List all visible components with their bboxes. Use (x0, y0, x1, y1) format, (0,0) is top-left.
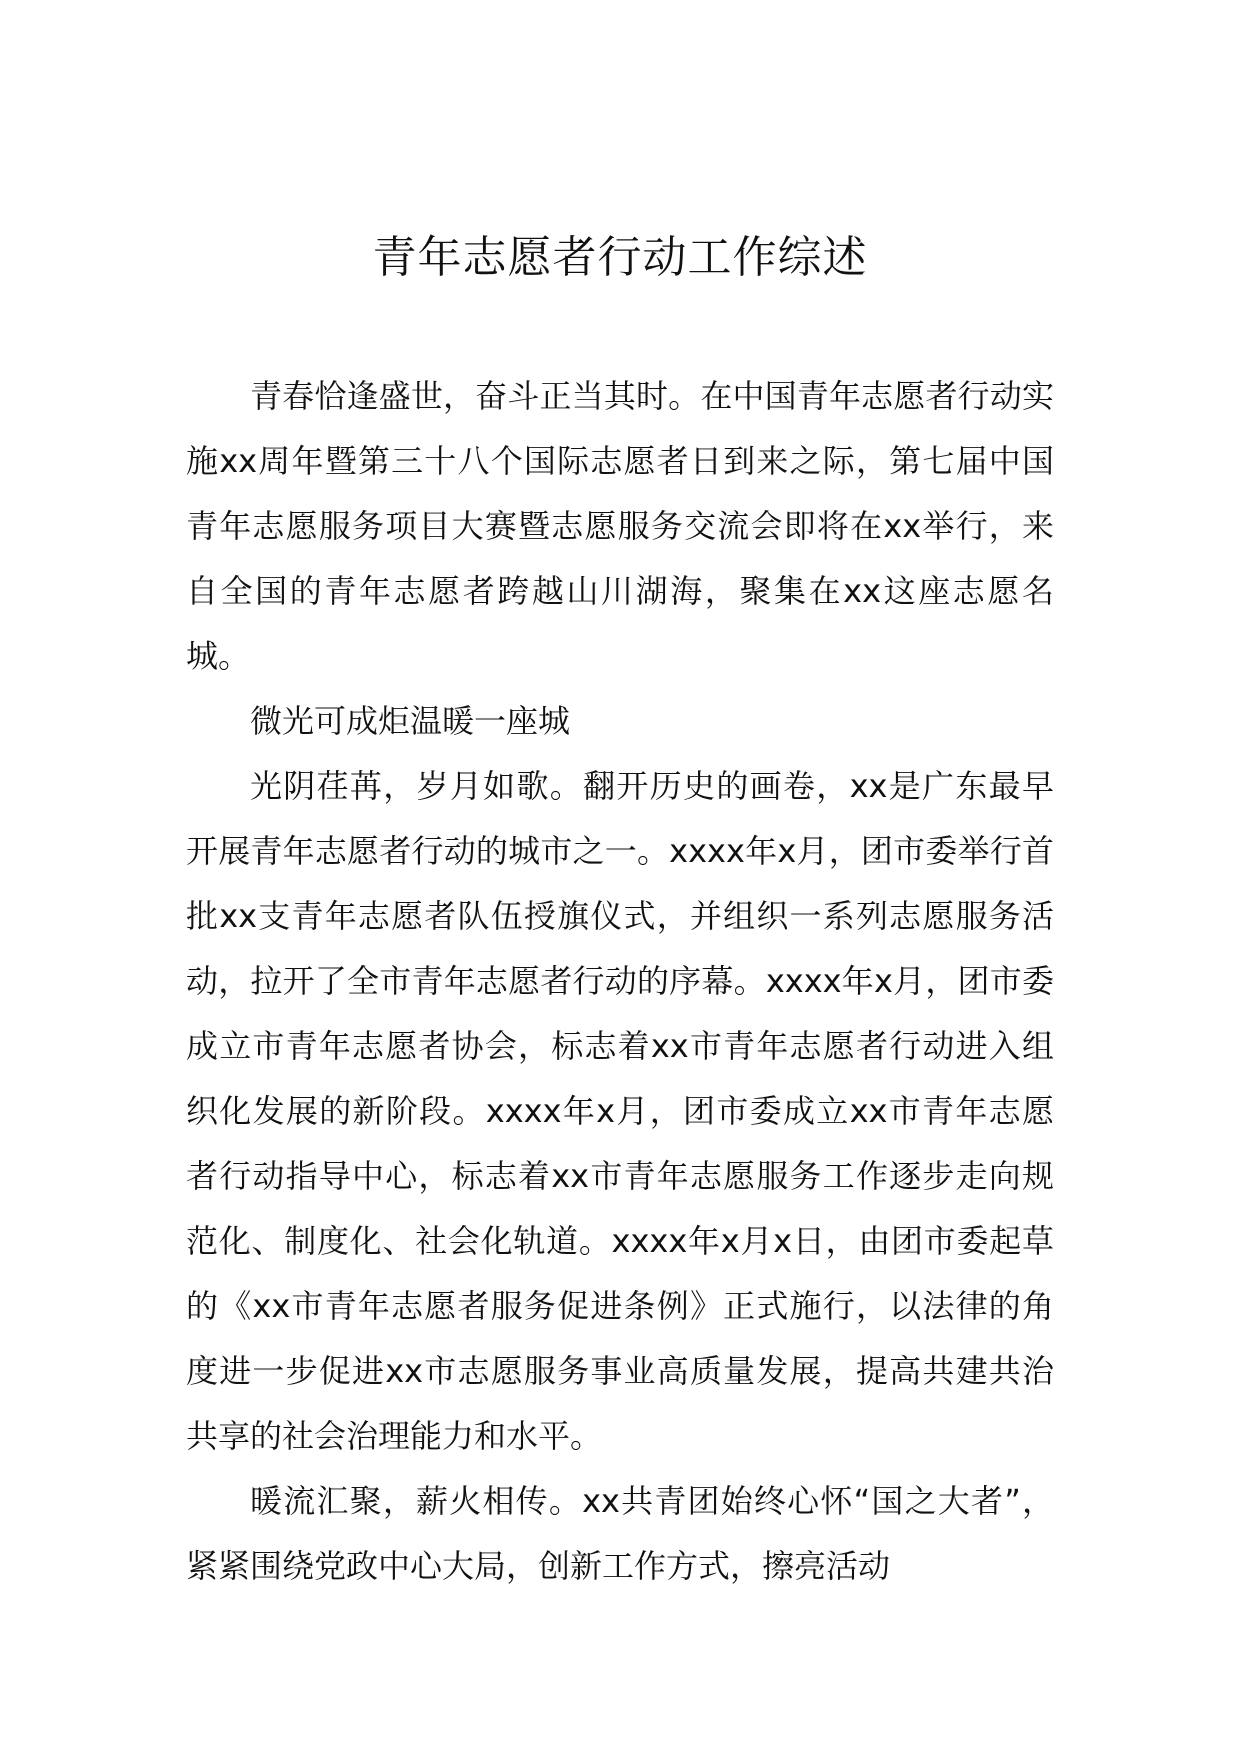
section-heading: 微光可成炬温暖一座城 (250, 702, 571, 740)
paragraph-intro: 青春恰逢盛世，奋斗正当其时。在中国青年志愿者行动实施xx周年暨第三十八个国际志愿者日到来之际，第七届中国青年志愿服务项目大赛暨志愿服务交流会即将在xx举行，来自全国的青年志愿者跨越山川湖海，聚集在xx这座志愿名城。 (186, 377, 1054, 675)
paragraph-continuation: 暖流汇聚，薪火相传。xx共青团始终心怀“国之大者”，紧紧围绕党政中心大局，创新工作方式，擦亮活动 (186, 1482, 1054, 1585)
document-body (186, 364, 1054, 1599)
document-title: 青年志愿者行动工作综述 (372, 232, 868, 283)
paragraph-history: 光阴荏苒，岁月如歌。翻开历史的画卷，xx是广东最早开展青年志愿者行动的城市之一。xxxx年x月，团市委举行首批xx支青年志愿者队伍授旗仪式，并组织一系列志愿服务活动，拉开了全市青年志愿者行动的序幕。xxxx年x月，团市委成立市青年志愿者协会，标志着xx市青年志愿者行动进入组织化发展的新阶段。xxxx年x月，团市委成立xx市青年志愿者行动指导中心，标志着xx市青年志愿服务工作逐步走向规范化、制度化、社会化轨道。xxxx年x月x日，由团市委起草的《xx市青年志愿者服务促进条例》正式施行，以法律的角度进一步促进xx市志愿服务事业高质量发展，提高共建共治共享的社会治理能力和水平。 (186, 767, 1054, 1455)
